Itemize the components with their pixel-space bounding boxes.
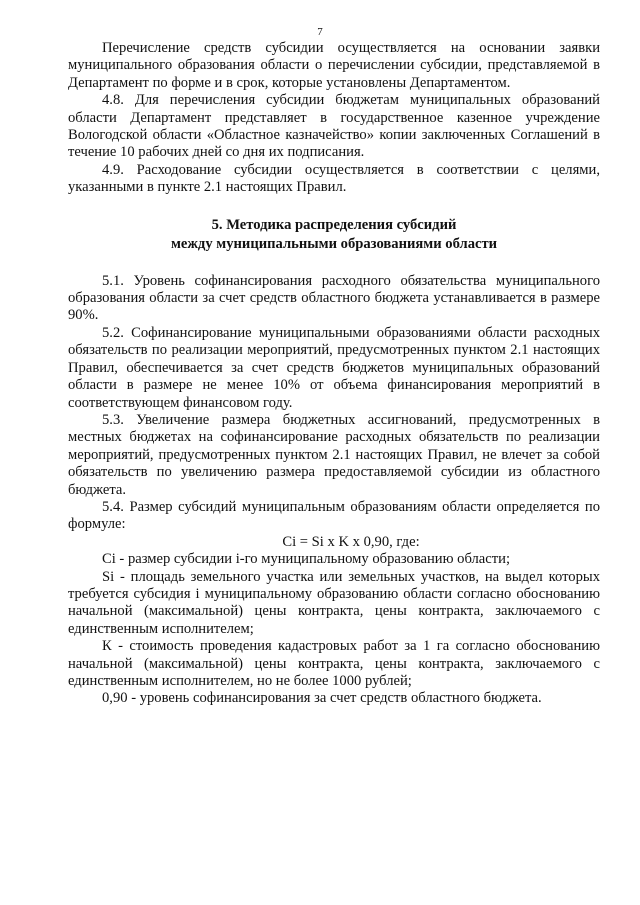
paragraph-5-4: 5.4. Размер субсидий муниципальным образованиям области определяется по формуле: bbox=[68, 498, 600, 533]
paragraph-4-8: 4.8. Для перечисления субсидии бюджетам муниципальных образований области Департамент представляет в государственное казенное учреждение Вологодской области «Областное казначейство» копии заключенных Соглашений в течение 10 рабочих дней со дня их подписания. bbox=[68, 92, 600, 161]
section-title bbox=[68, 216, 600, 254]
formula: Ci = Si x K x 0,90, где: bbox=[282, 533, 420, 550]
definition-k: К - стоимость проведения кадастровых работ за 1 га согласно обоснованию начальной (максимальной) цены контракта, цены контракта, заключаемого с единственным исполнителем, но не более 1000 рублей; bbox=[68, 638, 600, 689]
page-number: 7 bbox=[317, 26, 323, 38]
paragraph-5-3: 5.3. Увеличение размера бюджетных ассигнований, предусмотренных в местных бюджетах на софинансирование расходных обязательств по реализации мероприятий, предусмотренных пунктом 2.1 настоящих Правил, не влечет за собой обязательств по увеличению размера предоставляемой субсидии из областного бюджета. bbox=[68, 411, 600, 498]
definition-rate: 0,90 - уровень софинансирования за счет средств областного бюджета. bbox=[102, 690, 542, 707]
document-body bbox=[68, 40, 600, 708]
paragraph-4-9: 4.9. Расходование субсидии осуществляется в соответствии с целями, указанными в пункте 2.1 настоящих Правил. bbox=[68, 161, 600, 196]
paragraph-transfer-basis: Перечисление средств субсидии осуществляется на основании заявки муниципального образования области о перечислении субсидии, представляемой в Департамент по форме и в срок, которые установлены Департаментом. bbox=[68, 40, 600, 91]
section-title-line-2: между муниципальными образованиями области bbox=[170, 235, 498, 252]
definition-si: Si - площадь земельного участка или земельных участков, на выдел которых требуется субсидия i муниципальному образованию области согласно обоснованию начальной (максимальной) цены контракта, цены контракта, заключаемого с единственным исполнителем; bbox=[68, 568, 600, 637]
paragraph-5-1: 5.1. Уровень софинансирования расходного обязательства муниципального образования области за счет средств областного бюджета устанавливается в размере 90%. bbox=[68, 272, 600, 324]
section-title-line-1: 5. Методика распределения субсидий bbox=[211, 216, 457, 233]
definition-ci: Ci - размер субсидии i-го муниципальному образованию области; bbox=[102, 551, 511, 568]
paragraph-5-2: 5.2. Софинансирование муниципальными образованиями области расходных обязательств по реализации мероприятий, предусмотренных пунктом 2.1 настоящих Правил, обеспечивается за счет средств бюджетов муниципальных образований области в размере не менее 10% от объема финансирования мероприятий в соответствующем финансовом году. bbox=[68, 324, 600, 411]
